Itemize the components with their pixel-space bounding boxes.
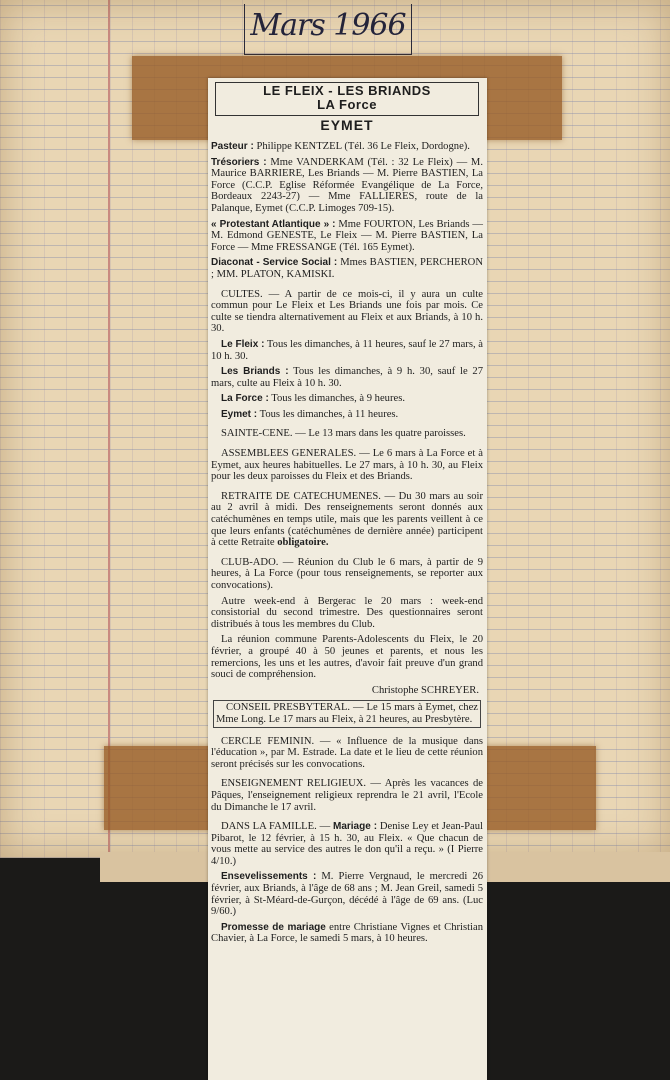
masthead-line-1: LE FLEIX - LES BRIANDS [263,83,431,98]
enseignement-paragraph: ENSEIGNEMENT RELIGIEUX. — Après les vacances de Pâques, l'enseignement religieux reprendra le 21 avril, l'Ecole du Dimanche le 17 avril. [211,778,483,813]
laforce-label: La Force : [221,393,269,405]
protestant-entry [211,219,483,254]
lefleix-schedule [211,339,483,362]
pasteur-entry [211,141,483,153]
tresoriers-entry [211,157,483,215]
ensevelissements-paragraph [211,871,483,917]
signature: Christophe SCHREYER. [371,684,479,696]
pasteur-label: Pasteur : [211,141,254,152]
clubado-paragraph: CLUB-ADO. — Réunion du Club le 6 mars, à partir de 9 heures, à La Force (pour tous renseignements, se reporter aux convocations). [211,556,483,591]
promesse-text: entre Christiane Vignes et Christian Chavier, à La Force, le samedi 5 mars, à 10 heures. [211,921,483,945]
eymet-label: Eymet : [221,408,258,420]
ensevelissements-text: M. Pierre Vergnaud, le mercredi 26 février, aux Briands, à l'âge de 68 ans ; M. Jean Greil, samedi 5 février, à St-Méard-de-Gurçon, décédé à l'âge de 69 ans. (Luc 9/60.) [211,871,483,918]
lefleix-label: Le Fleix : [221,338,265,350]
newspaper-clipping [208,78,487,1080]
clipping-masthead [215,82,479,116]
retraite-obligatoire: obligatoire. [277,537,329,549]
pasteur-text: Philippe KENTZEL (Tél. 36 Le Fleix, Dordogne). [256,141,470,152]
diaconat-text: Mmes BASTIEN, PERCHERON ; MM. PLATON, KAMISKI. [211,257,483,280]
laforce-text: Tous les dimanches, à 9 heures. [271,393,405,405]
briands-schedule [211,366,483,389]
cercle-paragraph: CERCLE FEMININ. — « Influence de la musique dans l'éducation », par M. Estrade. La date et le lieu de cette réunion seront précisés sur les convocations. [211,735,483,770]
reunion-paragraph: La réunion commune Parents-Adolescents du Fleix, le 20 février, a groupé 40 à 50 jeunes et parents, et nous les remercions, les uns et les autres, d'avoir fait preuve d'un grand souci de compréhension. [211,634,483,681]
promesse-label: Promesse de mariage [221,921,326,933]
ensevelissements-label: Ensevelissements : [221,871,317,883]
handwritten-date: Mars 1966 [244,4,412,55]
retraite-paragraph [211,491,483,549]
diaconat-label: Diaconat - Service Social : [211,257,338,269]
saintecene-paragraph: SAINTE-CENE. — Le 13 mars dans les quatre paroisses. [221,428,466,440]
weekend-paragraph: Autre week-end à Bergerac le 20 mars : week-end consistorial du second trimestre. Des questionnaires seront distribués à tous les membres du Club. [211,595,483,630]
assemblees-paragraph: ASSEMBLEES GENERALES. — Le 6 mars à La Force et à Eymet, aux heures habituelles. Le 27 mars, à 10 h. 30, au Fleix pour les deux paroisses du Fleix et des Briands. [211,448,483,483]
eymet-text: Tous les dimanches, à 11 heures. [259,408,399,420]
tresoriers-text: Mme VANDERKAM (Tél. : 32 Le Fleix) — M. Maurice BARRIERE, Les Briands — M. Pierre BASTIEN, La Force (C.C.P. Eglise Réformée Evangélique de La Force, Bordeaux 2243-27) — Mme FALLIERES, route de la Palanque, Eymet (C.C.P. Limoges 709-15). [211,156,483,214]
eymet-schedule [211,409,483,421]
mariage-label: Mariage : [332,821,378,833]
masthead-subtitle: EYMET [320,117,374,133]
briands-label: Les Briands : [221,366,289,378]
lefleix-text: Tous les dimanches, à 11 heures, sauf le 27 mars, à 10 h. 30. [211,338,483,362]
famille-paragraph [211,821,483,867]
cultes-paragraph: CULTES. — A partir de ce mois-ci, il y aura un culte commun pour Le Fleix et Les Briands une fois par mois. Ce culte se tiendra alternativement au Fleix et aux Briands, à 10 h. 30. [211,288,483,335]
mariage-text: Denise Ley et Jean-Paul Pibarot, le 12 février, à 15 h. 30, au Fleix. « Que chacun de vous mette au service des autres le don qu'il a reçu. » (I Pierre 4/10.) [211,821,483,867]
faded-stamp-mark [132,760,202,820]
protestant-text: Mme FOURTON, Les Briands — M. Edmond GENESTE, Le Fleix — M. Pierre BASTIEN, La Force — Mme FRESSANGE (Tél. 165 Eymet). [211,218,483,253]
promesse-paragraph [211,922,483,945]
diaconat-entry [211,257,483,280]
laforce-schedule [211,393,483,405]
conseil-paragraph: CONSEIL PRESBYTERAL. — Le 15 mars à Eymet, chez Mme Long. Le 17 mars au Fleix, à 21 heures, au Presbytère. [216,702,478,725]
tresoriers-label: Trésoriers : [211,156,267,168]
famille-intro: DANS LA FAMILLE. — [221,821,331,833]
retraite-text: RETRAITE DE CATECHUMENES. — Du 30 mars au soir au 2 avril à midi. Des renseignements seront donnés aux catéchumènes en temps utile, mais que les parents veillent à ce que leurs enfants (catéchumènes de dernière année) participent à cette Retraite [211,490,483,549]
conseil-box [213,700,481,727]
protestant-label: « Protestant Atlantique » : [211,218,336,230]
briands-text: Tous les dimanches, à 9 h. 30, sauf le 27 mars, culte au Fleix à 10 h. 30. [211,366,484,389]
masthead-line-2: LA Force [317,97,377,112]
